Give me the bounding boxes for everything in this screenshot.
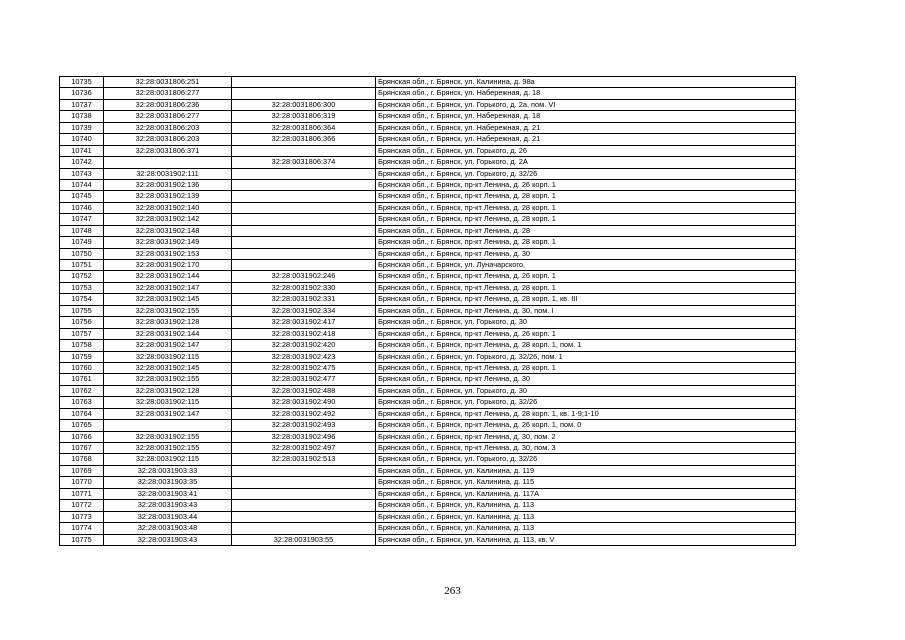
table-row xyxy=(60,408,796,419)
cadastral-number-cell: 32:28:0031902:128 xyxy=(104,385,232,396)
page-number: 263 xyxy=(444,585,461,597)
table-row xyxy=(60,385,796,396)
table-row xyxy=(60,225,796,236)
table-row xyxy=(60,191,796,202)
address-cell: Брянская обл., г. Брянск, пр-кт Ленина, д. 30, пом. 2 xyxy=(376,431,796,442)
cadastral-number-cell: 32:28:0031902:139 xyxy=(104,191,232,202)
table-row xyxy=(60,271,796,282)
table-row xyxy=(60,202,796,213)
address-cell: Брянская обл., г. Брянск, пр-кт Ленина, д. 30 xyxy=(376,248,796,259)
table-row xyxy=(60,145,796,156)
linked-cadastral-number-cell xyxy=(232,179,376,190)
address-cell: Брянская обл., г. Брянск, пр-кт Ленина, д. 28 корп. 1, кв. III xyxy=(376,294,796,305)
linked-cadastral-number-cell xyxy=(232,214,376,225)
linked-cadastral-number-cell: 32:28:0031902:418 xyxy=(232,328,376,339)
row-number-cell: 10760 xyxy=(60,362,104,373)
linked-cadastral-number-cell: 32:28:0031806:366 xyxy=(232,134,376,145)
address-cell: Брянская обл., г. Брянск, ул. Горького, д. 32/26 xyxy=(376,168,796,179)
row-number-cell: 10742 xyxy=(60,157,104,168)
table-row xyxy=(60,122,796,133)
linked-cadastral-number-cell: 32:28:0031902:423 xyxy=(232,351,376,362)
linked-cadastral-number-cell xyxy=(232,168,376,179)
cadastral-number-cell: 32:28:0031902:111 xyxy=(104,168,232,179)
row-number-cell: 10775 xyxy=(60,534,104,545)
cadastral-number-cell: 32:28:0031902:155 xyxy=(104,443,232,454)
linked-cadastral-number-cell: 32:28:0031902:477 xyxy=(232,374,376,385)
row-number-cell: 10740 xyxy=(60,134,104,145)
table-row xyxy=(60,420,796,431)
cadastral-number-cell: 32:28:0031806:203 xyxy=(104,134,232,145)
table-row xyxy=(60,488,796,499)
cadastral-number-cell: 32:28:0031902:155 xyxy=(104,305,232,316)
table-row xyxy=(60,214,796,225)
address-cell: Брянская обл., г. Брянск, ул. Набережная, д. 21 xyxy=(376,122,796,133)
address-cell: Брянская обл., г. Брянск, ул. Луначарского, xyxy=(376,260,796,271)
address-cell: Брянская обл., г. Брянск, ул. Горького, д. 2А xyxy=(376,157,796,168)
cadastral-number-cell: 32:28:0031806:277 xyxy=(104,111,232,122)
linked-cadastral-number-cell xyxy=(232,191,376,202)
cadastral-number-cell: 32:28:0031903:43 xyxy=(104,500,232,511)
row-number-cell: 10756 xyxy=(60,317,104,328)
row-number-cell: 10763 xyxy=(60,397,104,408)
table-row xyxy=(60,248,796,259)
row-number-cell: 10765 xyxy=(60,420,104,431)
table-row xyxy=(60,328,796,339)
linked-cadastral-number-cell: 32:28:0031902:492 xyxy=(232,408,376,419)
table-row xyxy=(60,477,796,488)
address-cell: Брянская обл., г. Брянск, ул. Горького, д. 30 xyxy=(376,317,796,328)
table-row xyxy=(60,431,796,442)
table-row xyxy=(60,111,796,122)
table-row xyxy=(60,500,796,511)
row-number-cell: 10748 xyxy=(60,225,104,236)
linked-cadastral-number-cell xyxy=(232,465,376,476)
row-number-cell: 10758 xyxy=(60,340,104,351)
row-number-cell: 10736 xyxy=(60,88,104,99)
table-row xyxy=(60,511,796,522)
linked-cadastral-number-cell: 32:28:0031902:475 xyxy=(232,362,376,373)
cadastral-number-cell: 32:28:0031903:33 xyxy=(104,465,232,476)
cadastral-number-cell: 32:28:0031902:155 xyxy=(104,431,232,442)
table-row xyxy=(60,99,796,110)
row-number-cell: 10735 xyxy=(60,77,104,88)
address-cell: Брянская обл., г. Брянск, пр-кт Ленина, д. 28 корп. 1 xyxy=(376,191,796,202)
linked-cadastral-number-cell: 32:28:0031806:319 xyxy=(232,111,376,122)
address-cell: Брянская обл., г. Брянск, ул. Калинина, д. 117А xyxy=(376,488,796,499)
row-number-cell: 10751 xyxy=(60,260,104,271)
table-row xyxy=(60,374,796,385)
cadastral-number-cell xyxy=(104,157,232,168)
cadastral-number-cell: 32:28:0031902:147 xyxy=(104,408,232,419)
linked-cadastral-number-cell xyxy=(232,145,376,156)
address-cell: Брянская обл., г. Брянск, пр-кт Ленина, д. 28 корп. 1, пом. 1 xyxy=(376,340,796,351)
linked-cadastral-number-cell xyxy=(232,248,376,259)
address-cell: Брянская обл., г. Брянск, ул. Горького, д. 26 xyxy=(376,145,796,156)
linked-cadastral-number-cell: 32:28:0031902:493 xyxy=(232,420,376,431)
row-number-cell: 10773 xyxy=(60,511,104,522)
row-number-cell: 10741 xyxy=(60,145,104,156)
row-number-cell: 10768 xyxy=(60,454,104,465)
linked-cadastral-number-cell: 32:28:0031806:300 xyxy=(232,99,376,110)
table-row xyxy=(60,317,796,328)
cadastral-number-cell: 32:28:0031806:277 xyxy=(104,88,232,99)
row-number-cell: 10762 xyxy=(60,385,104,396)
table-row xyxy=(60,351,796,362)
row-number-cell: 10757 xyxy=(60,328,104,339)
linked-cadastral-number-cell xyxy=(232,237,376,248)
cadastral-number-cell: 32:28:0031902:170 xyxy=(104,260,232,271)
row-number-cell: 10759 xyxy=(60,351,104,362)
row-number-cell: 10764 xyxy=(60,408,104,419)
linked-cadastral-number-cell xyxy=(232,500,376,511)
registry-table xyxy=(59,76,796,546)
row-number-cell: 10766 xyxy=(60,431,104,442)
table-row xyxy=(60,397,796,408)
address-cell: Брянская обл., г. Брянск, пр-кт Ленина, д. 26 корп. 1 xyxy=(376,328,796,339)
cadastral-number-cell: 32:28:0031902:140 xyxy=(104,202,232,213)
address-cell: Брянская обл., г. Брянск, пр-кт Ленина, д. 28 корп. 1, кв. 1-9;1-10 xyxy=(376,408,796,419)
cadastral-number-cell: 32:28:0031902:147 xyxy=(104,340,232,351)
cadastral-number-cell: 32:28:0031902:155 xyxy=(104,374,232,385)
address-cell: Брянская обл., г. Брянск, ул. Калинина, д. 113 xyxy=(376,523,796,534)
row-number-cell: 10769 xyxy=(60,465,104,476)
cadastral-number-cell: 32:28:0031903:41 xyxy=(104,488,232,499)
table-row xyxy=(60,168,796,179)
address-cell: Брянская обл., г. Брянск, ул. Набережная, д. 21 xyxy=(376,134,796,145)
table-row xyxy=(60,362,796,373)
address-cell: Брянская обл., г. Брянск, ул. Калинина, д. 113 xyxy=(376,511,796,522)
address-cell: Брянская обл., г. Брянск, пр-кт Ленина, д. 28 корп. 1 xyxy=(376,214,796,225)
linked-cadastral-number-cell: 32:28:0031902:513 xyxy=(232,454,376,465)
table-row xyxy=(60,260,796,271)
cadastral-number-cell: 32:28:0031903:48 xyxy=(104,523,232,534)
linked-cadastral-number-cell: 32:28:0031902:246 xyxy=(232,271,376,282)
address-cell: Брянская обл., г. Брянск, пр-кт Ленина, д. 26 корп. 1 xyxy=(376,271,796,282)
row-number-cell: 10753 xyxy=(60,282,104,293)
linked-cadastral-number-cell xyxy=(232,225,376,236)
row-number-cell: 10750 xyxy=(60,248,104,259)
linked-cadastral-number-cell: 32:28:0031902:490 xyxy=(232,397,376,408)
table-row xyxy=(60,77,796,88)
linked-cadastral-number-cell: 32:28:0031902:420 xyxy=(232,340,376,351)
address-cell: Брянская обл., г. Брянск, пр-кт Ленина, д. 26 корп. 1, пом. 0 xyxy=(376,420,796,431)
row-number-cell: 10754 xyxy=(60,294,104,305)
table-row xyxy=(60,534,796,545)
cadastral-number-cell: 32:28:0031902:144 xyxy=(104,328,232,339)
cadastral-number-cell: 32:28:0031903:43 xyxy=(104,534,232,545)
cadastral-number-cell: 32:28:0031903:35 xyxy=(104,477,232,488)
cadastral-number-cell: 32:28:0031902:147 xyxy=(104,282,232,293)
address-cell: Брянская обл., г. Брянск, пр-кт Ленина, д. 28 корп. 1 xyxy=(376,282,796,293)
table-row xyxy=(60,237,796,248)
cadastral-number-cell: 32:28:0031902:115 xyxy=(104,351,232,362)
address-cell: Брянская обл., г. Брянск, пр-кт Ленина, д. 30, пом. 3 xyxy=(376,443,796,454)
linked-cadastral-number-cell xyxy=(232,511,376,522)
row-number-cell: 10746 xyxy=(60,202,104,213)
linked-cadastral-number-cell: 32:28:0031902:497 xyxy=(232,443,376,454)
row-number-cell: 10749 xyxy=(60,237,104,248)
table-row xyxy=(60,134,796,145)
row-number-cell: 10743 xyxy=(60,168,104,179)
linked-cadastral-number-cell xyxy=(232,202,376,213)
row-number-cell: 10770 xyxy=(60,477,104,488)
linked-cadastral-number-cell: 32:28:0031902:417 xyxy=(232,317,376,328)
row-number-cell: 10747 xyxy=(60,214,104,225)
registry-table-body xyxy=(60,77,796,546)
linked-cadastral-number-cell: 32:28:0031806:364 xyxy=(232,122,376,133)
linked-cadastral-number-cell xyxy=(232,477,376,488)
linked-cadastral-number-cell: 32:28:0031902:488 xyxy=(232,385,376,396)
row-number-cell: 10761 xyxy=(60,374,104,385)
cadastral-number-cell xyxy=(104,420,232,431)
cadastral-number-cell: 32:28:0031806:371 xyxy=(104,145,232,156)
row-number-cell: 10767 xyxy=(60,443,104,454)
table-row xyxy=(60,88,796,99)
row-number-cell: 10755 xyxy=(60,305,104,316)
row-number-cell: 10737 xyxy=(60,99,104,110)
row-number-cell: 10772 xyxy=(60,500,104,511)
address-cell: Брянская обл., г. Брянск, пр-кт Ленина, д. 28 корп. 1 xyxy=(376,202,796,213)
cadastral-number-cell: 32:28:0031903:44 xyxy=(104,511,232,522)
linked-cadastral-number-cell: 32:28:0031902:496 xyxy=(232,431,376,442)
address-cell: Брянская обл., г. Брянск, пр-кт Ленина, д. 28 xyxy=(376,225,796,236)
table-row xyxy=(60,523,796,534)
cadastral-number-cell: 32:28:0031902:136 xyxy=(104,179,232,190)
row-number-cell: 10752 xyxy=(60,271,104,282)
address-cell: Брянская обл., г. Брянск, ул. Горького, д. 32/26 xyxy=(376,397,796,408)
linked-cadastral-number-cell xyxy=(232,77,376,88)
table-row xyxy=(60,179,796,190)
linked-cadastral-number-cell xyxy=(232,88,376,99)
address-cell: Брянская обл., г. Брянск, ул. Набережная, д. 18 xyxy=(376,88,796,99)
linked-cadastral-number-cell: 32:28:0031902:331 xyxy=(232,294,376,305)
address-cell: Брянская обл., г. Брянск, пр-кт Ленина, д. 28 корп. 1 xyxy=(376,362,796,373)
cadastral-number-cell: 32:28:0031806:236 xyxy=(104,99,232,110)
cadastral-number-cell: 32:28:0031902:148 xyxy=(104,225,232,236)
cadastral-number-cell: 32:28:0031902:149 xyxy=(104,237,232,248)
linked-cadastral-number-cell: 32:28:0031806:374 xyxy=(232,157,376,168)
table-row xyxy=(60,294,796,305)
row-number-cell: 10744 xyxy=(60,179,104,190)
table-row xyxy=(60,282,796,293)
cadastral-number-cell: 32:28:0031902:145 xyxy=(104,362,232,373)
address-cell: Брянская обл., г. Брянск, ул. Горького, д. 32/26, пом. 1 xyxy=(376,351,796,362)
cadastral-number-cell: 32:28:0031902:145 xyxy=(104,294,232,305)
linked-cadastral-number-cell xyxy=(232,488,376,499)
address-cell: Брянская обл., г. Брянск, ул. Горького, д. 2а, пом. VI xyxy=(376,99,796,110)
cadastral-number-cell: 32:28:0031806:251 xyxy=(104,77,232,88)
table-row xyxy=(60,443,796,454)
row-number-cell: 10771 xyxy=(60,488,104,499)
row-number-cell: 10745 xyxy=(60,191,104,202)
table-row xyxy=(60,454,796,465)
cadastral-number-cell: 32:28:0031902:144 xyxy=(104,271,232,282)
linked-cadastral-number-cell xyxy=(232,260,376,271)
address-cell: Брянская обл., г. Брянск, ул. Горького, д. 32/26 xyxy=(376,454,796,465)
linked-cadastral-number-cell xyxy=(232,523,376,534)
cadastral-number-cell: 32:28:0031902:115 xyxy=(104,397,232,408)
address-cell: Брянская обл., г. Брянск, ул. Калинина, д. 113, кв. V xyxy=(376,534,796,545)
address-cell: Брянская обл., г. Брянск, ул. Калинина, д. 115 xyxy=(376,477,796,488)
address-cell: Брянская обл., г. Брянск, пр-кт Ленина, д. 26 корп. 1 xyxy=(376,179,796,190)
address-cell: Брянская обл., г. Брянск, ул. Набережная, д. 18 xyxy=(376,111,796,122)
linked-cadastral-number-cell: 32:28:0031902:330 xyxy=(232,282,376,293)
cadastral-number-cell: 32:28:0031902:128 xyxy=(104,317,232,328)
address-cell: Брянская обл., г. Брянск, пр-кт Ленина, д. 28 корп. 1 xyxy=(376,237,796,248)
address-cell: Брянская обл., г. Брянск, ул. Калинина, д. 113 xyxy=(376,500,796,511)
cadastral-number-cell: 32:28:0031902:115 xyxy=(104,454,232,465)
address-cell: Брянская обл., г. Брянск, ул. Горького, д. 30 xyxy=(376,385,796,396)
table-row xyxy=(60,157,796,168)
row-number-cell: 10774 xyxy=(60,523,104,534)
row-number-cell: 10738 xyxy=(60,111,104,122)
address-cell: Брянская обл., г. Брянск, ул. Калинина, д. 119 xyxy=(376,465,796,476)
linked-cadastral-number-cell: 32:28:0031902:334 xyxy=(232,305,376,316)
table-row xyxy=(60,465,796,476)
linked-cadastral-number-cell: 32:28:0031903:55 xyxy=(232,534,376,545)
cadastral-number-cell: 32:28:0031902:142 xyxy=(104,214,232,225)
address-cell: Брянская обл., г. Брянск, пр-кт Ленина, д. 30 xyxy=(376,374,796,385)
table-row xyxy=(60,340,796,351)
table-row xyxy=(60,305,796,316)
row-number-cell: 10739 xyxy=(60,122,104,133)
address-cell: Брянская обл., г. Брянск, пр-кт Ленина, д. 30, пом. I xyxy=(376,305,796,316)
address-cell: Брянская обл., г. Брянск, ул. Калинина, д. 98а xyxy=(376,77,796,88)
cadastral-number-cell: 32:28:0031902:153 xyxy=(104,248,232,259)
cadastral-number-cell: 32:28:0031806:203 xyxy=(104,122,232,133)
